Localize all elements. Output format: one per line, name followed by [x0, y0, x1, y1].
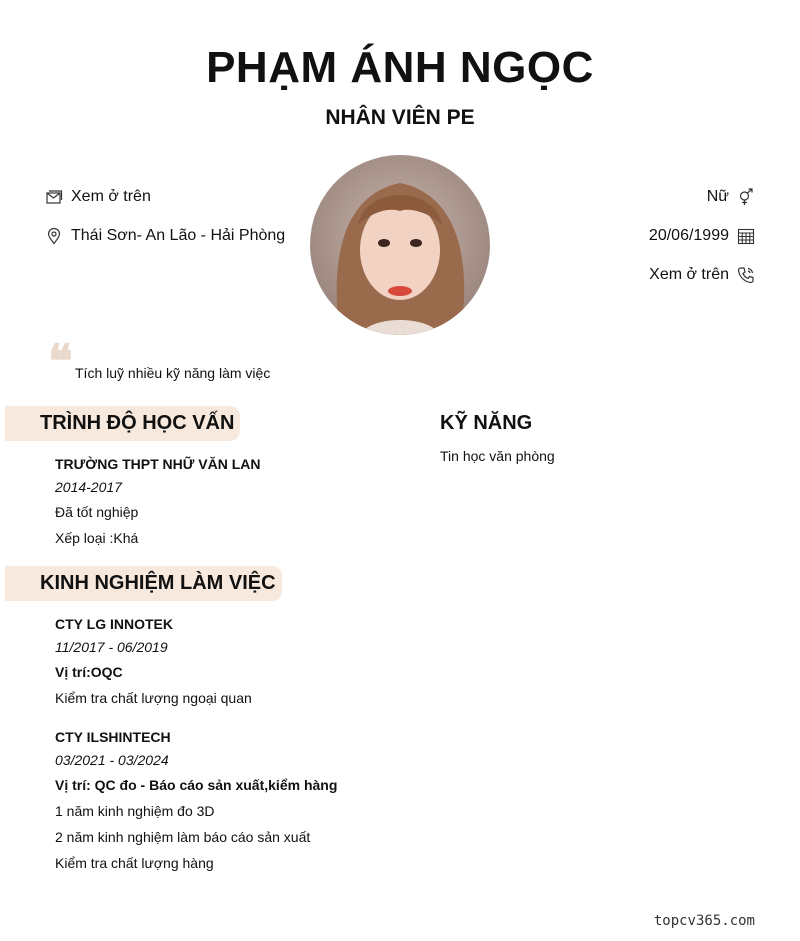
education-school: TRƯỜNG THPT NHỮ VĂN LAN	[55, 456, 261, 472]
avatar	[310, 155, 490, 335]
contact-gender-row	[707, 187, 755, 207]
job-detail: 1 năm kinh nghiệm đo 3D	[55, 803, 215, 819]
contact-birthday: 20/06/1999	[648, 227, 729, 244]
contact-phone-row	[649, 265, 755, 285]
contact-address: Thái Sơn- An Lão - Hải Phòng	[71, 227, 286, 244]
education-period: 2014-2017	[55, 479, 122, 495]
experience-heading: KINH NGHIỆM LÀM VIỆC	[5, 566, 282, 601]
job-company: CTY ILSHINTECH	[55, 729, 171, 745]
job-position: Vị trí:OQC	[55, 664, 123, 680]
calendar-icon	[737, 227, 755, 245]
skill-item: Tin học văn phòng	[440, 448, 555, 464]
job-detail: Kiểm tra chất lượng hàng	[55, 855, 214, 871]
job-detail: 2 năm kinh nghiệm làm báo cáo sản xuất	[55, 829, 311, 845]
education-status: Đã tốt nghiệp	[55, 504, 139, 520]
education-heading: TRÌNH ĐỘ HỌC VẤN	[5, 406, 240, 441]
skills-heading: KỸ NĂNG	[440, 412, 533, 434]
quote-icon: ❝	[48, 334, 73, 388]
candidate-name: PHẠM ÁNH NGỌC	[206, 43, 594, 92]
contact-address-row	[45, 226, 285, 246]
summary-text: Tích luỹ nhiều kỹ năng làm việc	[75, 365, 271, 381]
candidate-role: NHÂN VIÊN PE	[325, 106, 475, 129]
contact-phone: Xem ở trên	[649, 266, 729, 283]
contact-email-row	[45, 187, 151, 207]
location-icon	[45, 227, 63, 245]
mail-icon	[45, 188, 63, 206]
job-period: 11/2017 - 06/2019	[55, 639, 168, 655]
contact-gender: Nữ	[706, 188, 729, 205]
job-company: CTY LG INNOTEK	[55, 616, 173, 632]
watermark-footer: topcv365.com	[653, 913, 755, 929]
education-grade: Xếp loại :Khá	[55, 530, 139, 546]
job-detail: Kiểm tra chất lượng ngoại quan	[55, 690, 252, 706]
job-position: Vị trí: QC đo - Báo cáo sản xuất,kiểm hàng	[55, 777, 338, 793]
contact-email: Xem ở trên	[71, 188, 151, 205]
gender-icon	[737, 188, 755, 206]
phone-icon	[737, 266, 755, 284]
job-period: 03/2021 - 03/2024	[55, 752, 169, 768]
contact-birthday-row	[649, 226, 755, 246]
